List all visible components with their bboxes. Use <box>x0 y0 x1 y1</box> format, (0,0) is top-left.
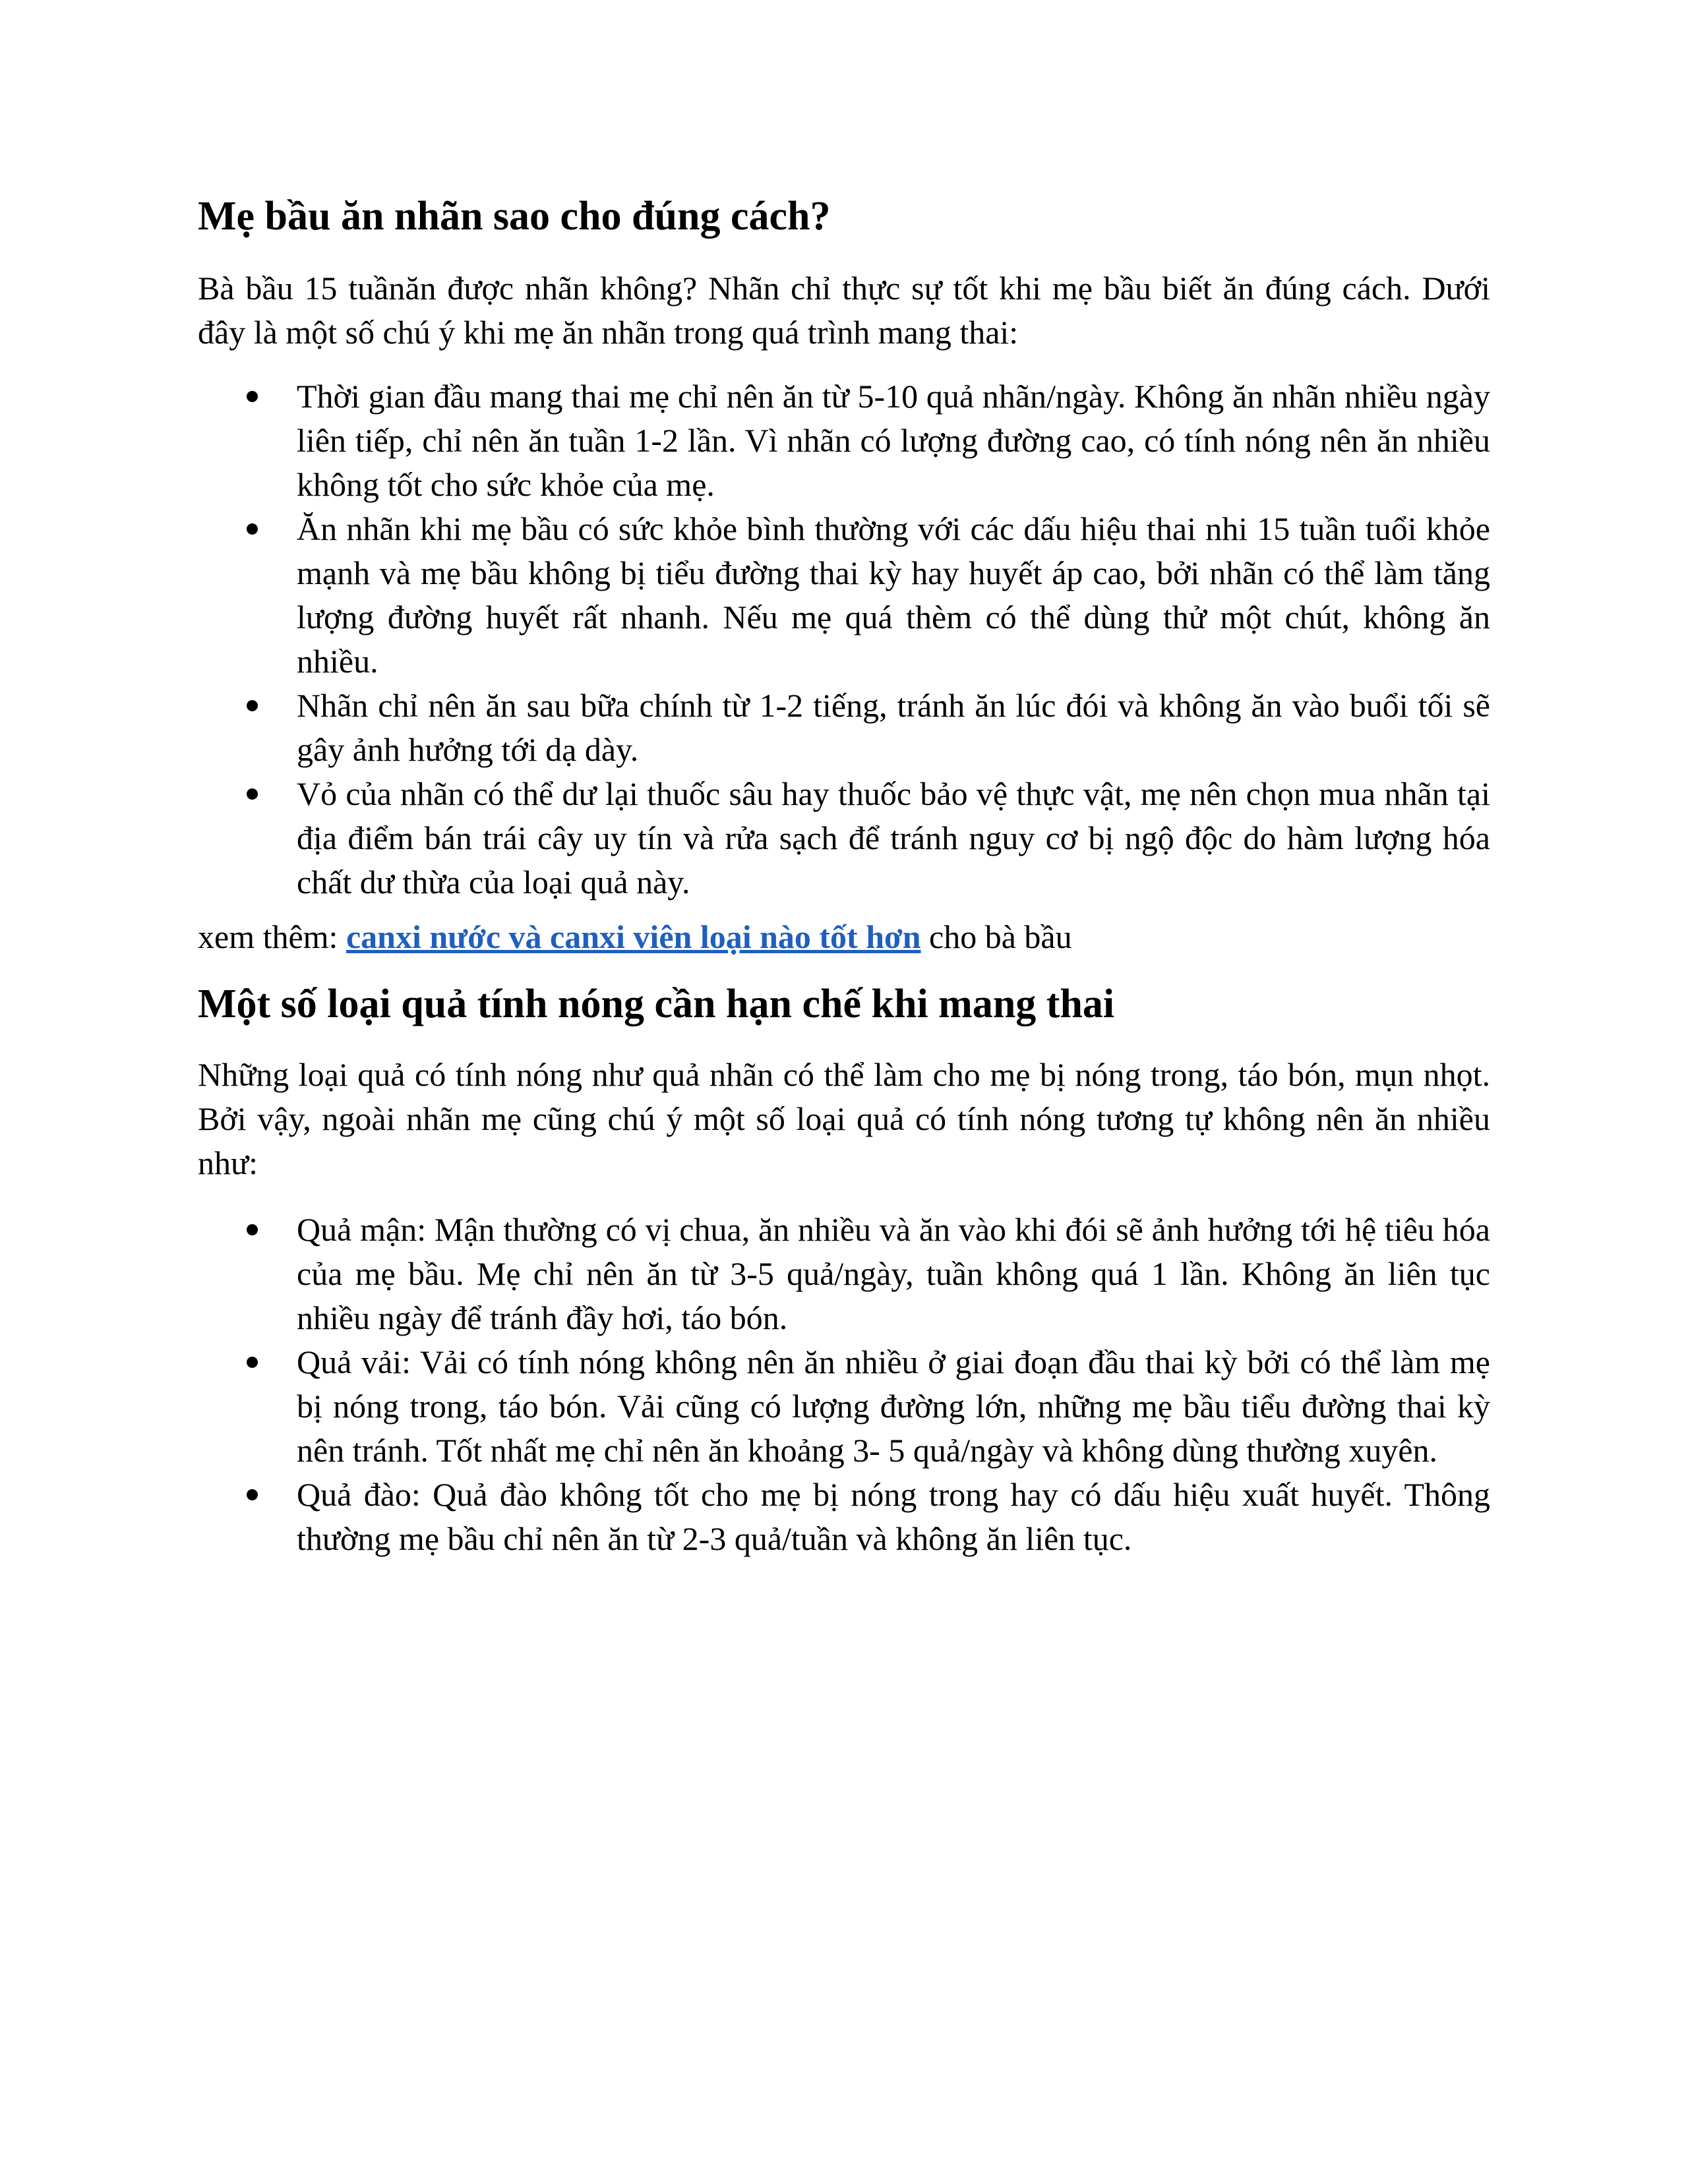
bullet-icon <box>247 391 258 402</box>
bullet-icon <box>247 1489 258 1500</box>
see-more-suffix: cho bà bầu <box>920 918 1072 955</box>
section-intro-longan: Bà bầu 15 tuầnăn được nhãn không? Nhãn chỉ thực sự tốt khi mẹ bầu biết ăn đúng cách. Dưới đây là một số chú ý khi mẹ ăn nhãn trong quá trình mang thai: <box>198 270 1490 351</box>
list-item <box>198 1208 1490 1340</box>
see-more-line <box>198 915 1490 959</box>
bullet-icon <box>247 788 258 800</box>
list-item <box>198 772 1490 904</box>
list-item <box>198 1473 1490 1561</box>
list-item <box>198 374 1490 507</box>
list-item-text: Nhãn chỉ nên ăn sau bữa chính từ 1-2 tiếng, tránh ăn lúc đói và không ăn vào buổi tối sẽ gây ảnh hưởng tới dạ dày. <box>297 687 1490 768</box>
list-item <box>198 1340 1490 1473</box>
bullet-icon <box>247 700 258 711</box>
list-item-text: Quả vải: Vải có tính nóng không nên ăn nhiều ở giai đoạn đầu thai kỳ bởi có thể làm mẹ bị nóng trong, táo bón. Vải cũng có lượng đường lớn, những mẹ bầu tiểu đường thai kỳ nên tránh. Tốt nhất mẹ chỉ nên ăn khoảng 3- 5 quả/ngày và không dùng thường xuyên. <box>297 1343 1490 1469</box>
bullet-list-longan <box>198 374 1490 904</box>
list-item-text: Vỏ của nhãn có thể dư lại thuốc sâu hay thuốc bảo vệ thực vật, mẹ nên chọn mua nhãn tại địa điểm bán trái cây uy tín và rửa sạch để tránh nguy cơ bị ngộ độc do hàm lượng hóa chất dư thừa của loại quả này. <box>297 775 1490 900</box>
document-page <box>198 191 1490 1561</box>
bullet-icon <box>247 1357 258 1368</box>
list-item-text: Thời gian đầu mang thai mẹ chỉ nên ăn từ 5-10 quả nhãn/ngày. Không ăn nhãn nhiều ngày liên tiếp, chỉ nên ăn tuần 1-2 lần. Vì nhãn có lượng đường cao, có tính nóng nên ăn nhiều không tốt cho sức khỏe của mẹ. <box>297 378 1490 503</box>
list-item-text: Ăn nhãn khi mẹ bầu có sức khỏe bình thường với các dấu hiệu thai nhi 15 tuần tuổi khỏe mạnh và mẹ bầu không bị tiểu đường thai kỳ hay huyết áp cao, bởi nhãn có thể làm tăng lượng đường huyết rất nhanh. Nếu mẹ quá thèm có thể dùng thử một chút, không ăn nhiều. <box>297 510 1490 680</box>
list-item-text: Quả đào: Quả đào không tốt cho mẹ bị nóng trong hay có dấu hiệu xuất huyết. Thông thường mẹ bầu chỉ nên ăn từ 2-3 quả/tuần và không ăn liên tục. <box>297 1476 1490 1557</box>
section-heading-longan: Mẹ bầu ăn nhãn sao cho đúng cách? <box>198 194 831 239</box>
see-more-prefix: xem thêm: <box>198 918 346 955</box>
bullet-icon <box>247 1224 258 1235</box>
bullet-icon <box>247 523 258 535</box>
section-intro-hot-fruits: Những loại quả có tính nóng như quả nhãn có thể làm cho mẹ bị nóng trong, táo bón, mụn nhọt. Bởi vậy, ngoài nhãn mẹ cũng chú ý một số loại quả có tính nóng tương tự không nên ăn nhiều như: <box>198 1056 1490 1181</box>
see-more-link[interactable]: canxi nước và canxi viên loại nào tốt hơn <box>346 918 921 955</box>
list-item <box>198 684 1490 772</box>
list-item-text: Quả mận: Mận thường có vị chua, ăn nhiều và ăn vào khi đói sẽ ảnh hưởng tới hệ tiêu hóa của mẹ bầu. Mẹ chỉ nên ăn từ 3-5 quả/ngày, tuần không quá 1 lần. Không ăn liên tục nhiều ngày để tránh đầy hơi, táo bón. <box>297 1211 1490 1336</box>
list-item <box>198 507 1490 684</box>
section-heading-hot-fruits: Một số loại quả tính nóng cần hạn chế khi mang thai <box>198 982 1115 1026</box>
bullet-list-hot-fruits <box>198 1208 1490 1561</box>
